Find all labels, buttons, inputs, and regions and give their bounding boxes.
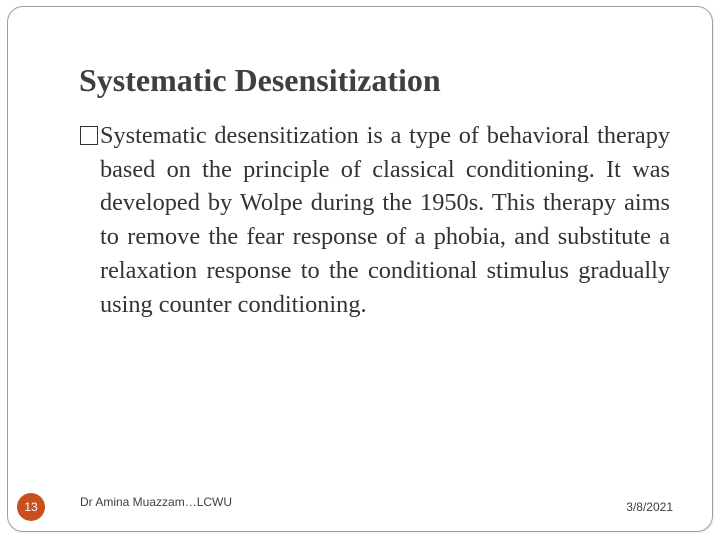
slide-body — [80, 119, 670, 321]
bullet-paragraph — [80, 119, 670, 321]
footer-date: 3/8/2021 — [626, 500, 673, 514]
square-bullet-icon — [80, 126, 98, 145]
bullet-text: Systematic desensitization is a type of behavioral therapy based on the principle of classical conditioning. It was developed by Wolpe during the 1950s. This therapy aims to remove the fear response of a phobia, and substitute a relaxation response to the conditional stimulus gradually using counter conditioning. — [100, 122, 670, 318]
slide-title: Systematic Desensitization — [79, 62, 441, 98]
slide-number-badge: 13 — [17, 493, 45, 521]
footer-author: Dr Amina Muazzam…LCWU — [80, 495, 233, 509]
